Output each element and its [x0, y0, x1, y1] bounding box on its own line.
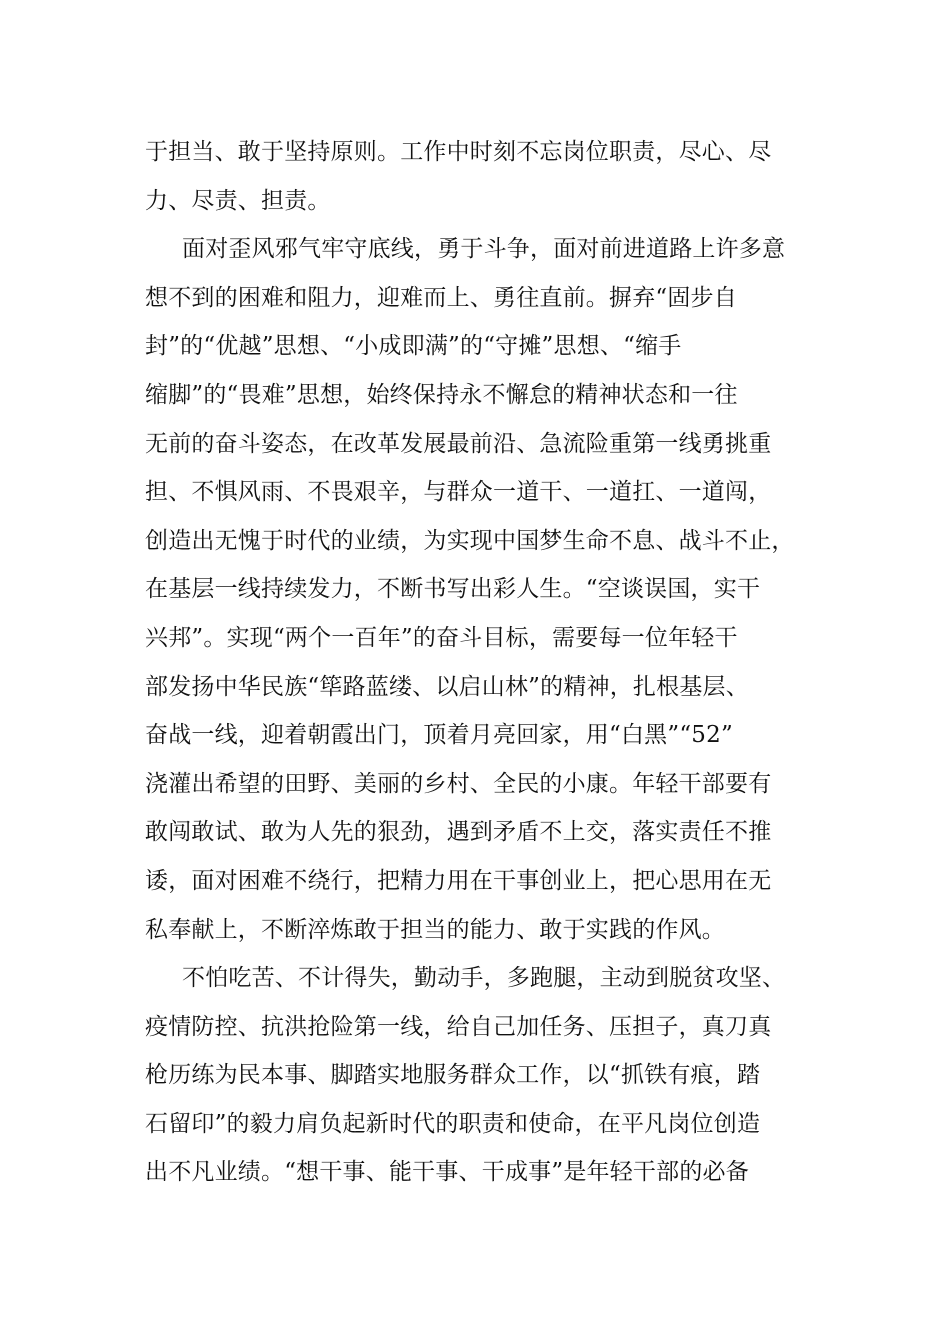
- text-line: 封”的“优越”思想、“小成即满”的“守摊”思想、“缩手: [145, 333, 682, 360]
- paragraph-first-line: 面对歪风邪气牢守底线，勇于斗争，面对前进道路上许多意: [182, 236, 786, 263]
- text-line: 在基层一线持续发力，不断书写出彩人生。“空谈误国，实干: [145, 576, 761, 603]
- text-line: 缩脚”的“畏难”思想，始终保持永不懈怠的精神状态和一往: [145, 381, 738, 408]
- text-line: 出不凡业绩。“想干事、能干事、干成事”是年轻干部的必备: [145, 1159, 749, 1186]
- text-line: 奋战一线，迎着朝霞出门，顶着月亮回家，用“白黑”“52”: [145, 722, 733, 749]
- body-text: [145, 128, 815, 1197]
- text-line: 诿，面对困难不绕行，把精力用在干事创业上，把心思用在无: [145, 867, 772, 894]
- text-line: 无前的奋斗姿态，在改革发展最前沿、急流险重第一线勇挑重: [145, 430, 772, 457]
- text-line: 创造出无愧于时代的业绩，为实现中国梦生命不息、战斗不止，: [145, 527, 795, 554]
- text-line: 石留印”的毅力肩负起新时代的职责和使命，在平凡岗位创造: [145, 1110, 761, 1137]
- text-line: 兴邦”。实现“两个一百年”的奋斗目标，需要每一位年轻干: [145, 624, 738, 651]
- text-line: 力、尽责、担责。: [145, 187, 331, 214]
- text-line: 担、不惧风雨、不畏艰辛，与群众一道干、一道扛、一道闯，: [145, 479, 772, 506]
- paragraph-first-line: 不怕吃苦、不计得失，勤动手，多跑腿，主动到脱贫攻坚、: [182, 965, 786, 992]
- text-line: 枪历练为民本事、脚踏实地服务群众工作，以“抓铁有痕，踏: [145, 1062, 761, 1089]
- text-line: 于担当、敢于坚持原则。工作中时刻不忘岗位职责，尽心、尽: [145, 139, 772, 165]
- text-line: 想不到的困难和阻力，迎难而上、勇往直前。摒弃“固步自: [145, 284, 737, 311]
- text-line: 部发扬中华民族“筚路蓝缕、以启山林”的精神，扎根基层、: [145, 673, 749, 700]
- text-line: 浇灌出希望的田野、美丽的乡村、全民的小康。年轻干部要有: [145, 770, 772, 797]
- text-line: 敢闯敢试、敢为人先的狠劲，遇到矛盾不上交，落实责任不推: [145, 819, 772, 846]
- text-line: 疫情防控、抗洪抢险第一线，给自己加任务、压担子，真刀真: [145, 1013, 772, 1040]
- text-line: 私奉献上，不断淬炼敢于担当的能力、敢于实践的作风。: [145, 916, 725, 943]
